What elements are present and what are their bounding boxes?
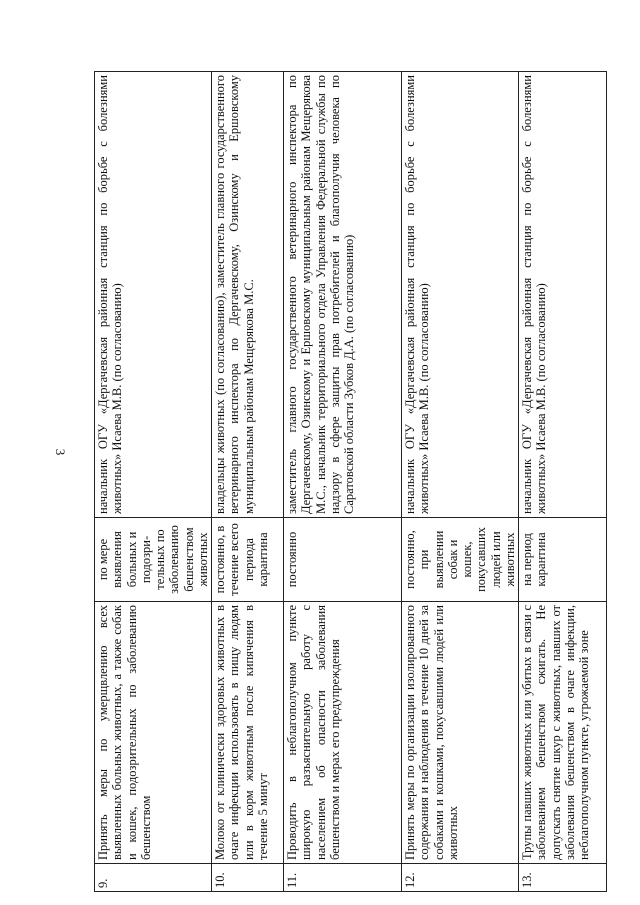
term-cell: на период карантина xyxy=(519,518,607,602)
table-row xyxy=(284,72,402,892)
responsible-cell: начальник ОГУ «Дергачевская районная станция по борьбе с болезнями животных» Исаева М.В. (по согласованию) xyxy=(402,72,519,518)
term-cell: постоянно, при выявлении собак и кошек, покусавших людей или животных xyxy=(402,518,519,602)
rotated-table-wrapper xyxy=(94,72,591,892)
table-row xyxy=(95,72,212,892)
table-row xyxy=(519,72,607,892)
row-number: 13. xyxy=(519,864,607,892)
table-row xyxy=(212,72,284,892)
responsible-cell: заместитель главного государственного ветеринарного инспектора по Дергачевскому, Озинскому и Ершовскому муниципальным районам Мещерякова М.С., начальник территориального отдела Управления Федеральной службы по надзору в сфере защиты прав потребителей и благополучия человека по Саратовской области Зубков Д.А. (по согласованию) xyxy=(284,72,402,518)
measures-table xyxy=(94,71,607,892)
term-cell: постоянно xyxy=(284,518,402,602)
term-cell: постоянно, в течение всего периода карантина xyxy=(212,518,284,602)
table-row xyxy=(402,72,519,892)
action-cell: Трупы павших животных или убитых в связи с заболеванием бешенством сжигать. Не допускать снятие шкур с животных, павших от заболевания бешенством в очаге инфекции, неблагополучном пункте, угрожаемой зоне xyxy=(519,602,607,864)
action-cell: Принять меры по организации изолированного содержания и наблюдения в течение 10 дней за собаками и кошками, покусавшими людей или животных xyxy=(402,602,519,864)
row-number: 12. xyxy=(402,864,519,892)
action-cell: Принять меры по умерщвлению всех выявленных больных животных, а также собак и кошек, подозрительных по заболеванию бешенством xyxy=(95,602,212,864)
action-cell: Молоко от клинически здоровых животных в очаге инфекции использовать в пищу людям или в корм животным после кипячения в течение 5 минут xyxy=(212,602,284,864)
row-number: 9. xyxy=(95,864,212,892)
responsible-cell: владельцы животных (по согласованию), заместитель главного государственного ветеринарного инспектора по Дергачевскому, Озинскому и Ершовскому муниципальным районам Мещерякова М.С. xyxy=(212,72,284,518)
responsible-cell: начальник ОГУ «Дергачевская районная станция по борьбе с болезнями животных» Исаева М.В. (по согласованию) xyxy=(95,72,212,518)
row-number: 11. xyxy=(284,864,402,892)
term-cell: по мере выявления больных и подозри-тельных по заболеванию бешенством животных xyxy=(95,518,212,602)
page-number: 3 xyxy=(53,448,68,456)
responsible-cell: начальник ОГУ «Дергачевская районная станция по борьбе с болезнями животных» Исаева М.В. (по согласованию) xyxy=(519,72,607,518)
action-cell: Проводить в неблагополучном пункте широкую разъяснительную работу с населением об опасности заболевания бешенством и мерах его предупреждения xyxy=(284,602,402,864)
row-number: 10. xyxy=(212,864,284,892)
